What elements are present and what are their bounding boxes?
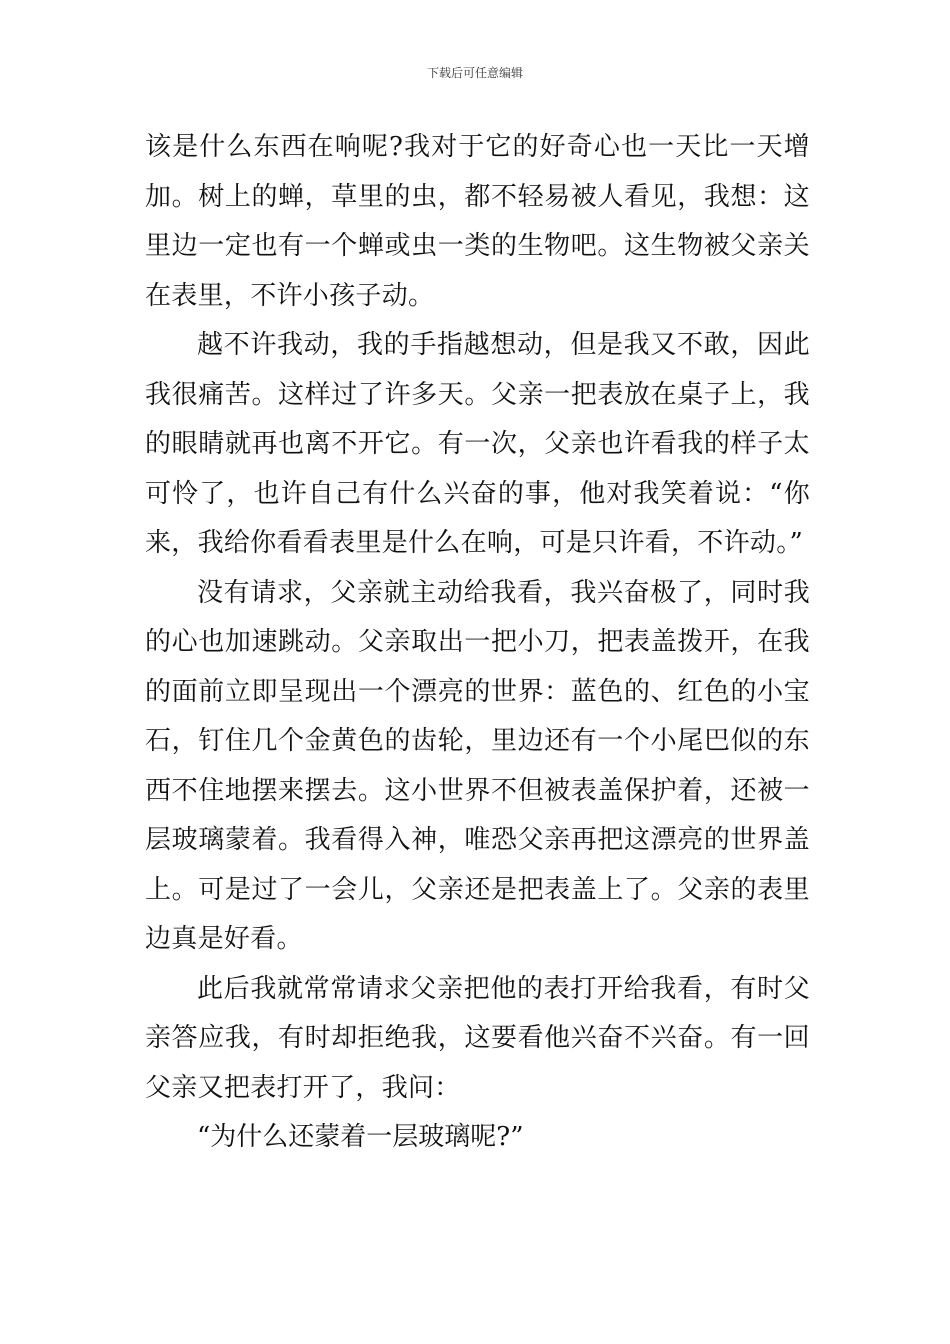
paragraph-2: 越不许我动，我的手指越想动，但是我又不敢，因此我很痛苦。这样过了许多天。父亲一把表放在桌子上，我的眼睛就再也离不开它。有一次，父亲也许看我的样子太可怜了，也许自己有什么兴奋的事，他对我笑着说：“你来，我给你看看表里是什么在响，可是只许看，不许动。”	[145, 330, 810, 558]
paragraph-3: 没有请求，父亲就主动给我看，我兴奋极了，同时我的心也加速跳动。父亲取出一把小刀，把表盖拨开，在我的面前立即呈现出一个漂亮的世界：蓝色的、红色的小宝石，钉住几个金黄色的齿轮，里边还有一个小尾巴似的东西不住地摆来摆去。这小世界不但被表盖保护着，还被一层玻璃蒙着。我看得入神，唯恐父亲再把这漂亮的世界盖上。可是过了一会儿，父亲还是把表盖上了。父亲的表里边真是好看。	[145, 577, 810, 954]
paragraph-1: 该是什么东西在响呢?我对于它的好奇心也一天比一天增加。树上的蝉，草里的虫，都不轻易被人看见，我想：这里边一定也有一个蝉或虫一类的生物吧。这生物被父亲关在表里，不许小孩子动。	[145, 132, 810, 311]
dialogue-quote: “为什么还蒙着一层玻璃呢?”	[197, 1122, 524, 1152]
page-header: 下载后可任意编辑	[426, 66, 523, 80]
paragraph-4: 此后我就常常请求父亲把他的表打开给我看，有时父亲答应我，有时却拒绝我，这要看他兴奋不兴奋。有一回父亲又把表打开了，我问：	[145, 973, 810, 1103]
document-body	[145, 123, 810, 1163]
